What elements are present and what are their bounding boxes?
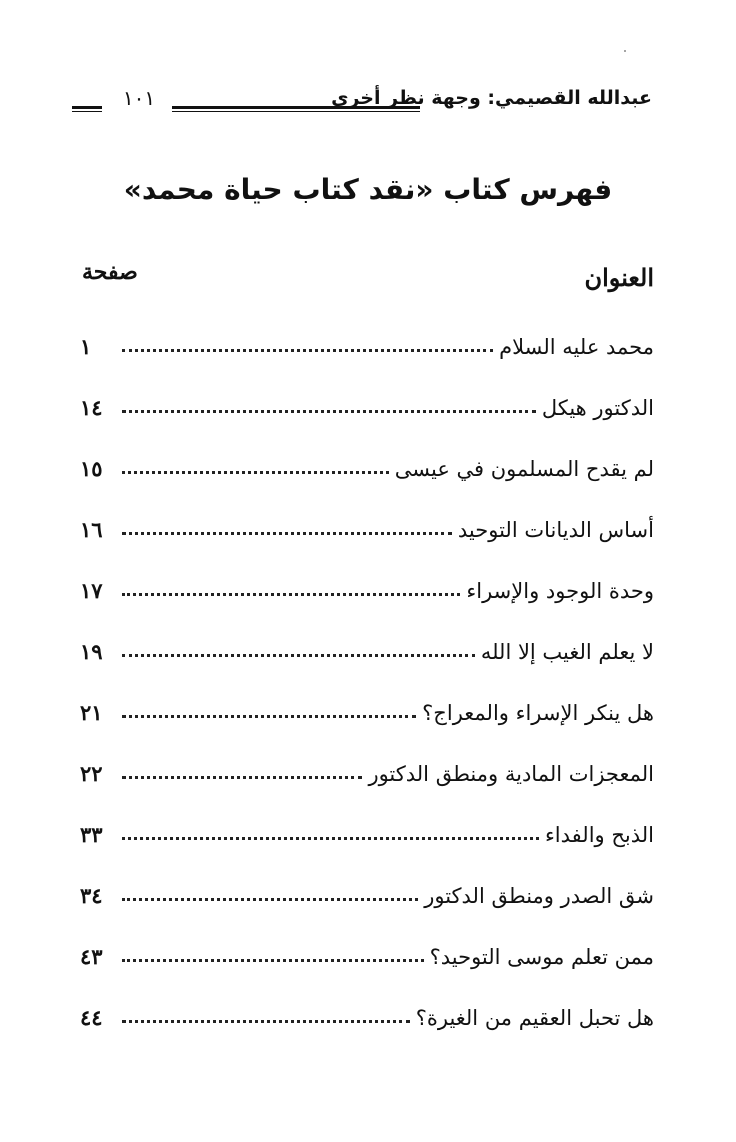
column-heading-title: العنوان — [584, 263, 654, 292]
toc-entry-title: لم يقدح المسلمون في عيسى — [394, 456, 654, 481]
toc-entry-title: المعجزات المادية ومنطق الدكتور — [368, 761, 654, 786]
toc-dot-leader — [122, 532, 452, 535]
toc-entry-title: لا يعلم الغيب إلا الله — [480, 639, 654, 664]
toc-entry-page: ١٧ — [80, 577, 103, 603]
toc-entry[interactable] — [80, 865, 654, 926]
toc-entry-page: ١ — [80, 333, 92, 359]
toc-dot-leader — [122, 959, 424, 962]
toc-entry[interactable] — [80, 804, 654, 865]
toc-entry-title: الدكتور هيكل — [541, 395, 654, 420]
toc-entry-title: شق الصدر ومنطق الدكتور — [424, 883, 654, 908]
toc-entry-page: ٤٤ — [80, 1004, 103, 1030]
toc-entry-page: ٢١ — [80, 699, 103, 725]
column-headings — [80, 258, 654, 298]
toc-dot-leader — [122, 654, 475, 657]
toc-dot-leader — [122, 593, 460, 596]
toc-dot-leader — [122, 715, 416, 718]
toc-entry[interactable] — [80, 316, 654, 377]
toc-entry-title: هل ينكر الإسراء والمعراج؟ — [422, 700, 654, 725]
toc-entry[interactable] — [80, 743, 654, 804]
header-running-title: عبدالله القصيمي: وجهة نظر أخرى — [331, 87, 652, 109]
toc-entry-page: ١٤ — [80, 394, 103, 420]
table-of-contents — [80, 316, 654, 1048]
toc-entry[interactable] — [80, 621, 654, 682]
toc-entry-page: ٢٢ — [80, 760, 103, 786]
toc-entry[interactable] — [80, 438, 654, 499]
toc-entry-title: محمد عليه السلام — [499, 334, 654, 359]
header-page-number: ١٠١ — [122, 86, 156, 110]
toc-entry-page: ٣٤ — [80, 882, 103, 908]
toc-entry[interactable] — [80, 377, 654, 438]
toc-dot-leader — [122, 898, 418, 901]
toc-entry-page: ١٥ — [80, 455, 103, 481]
toc-entry[interactable] — [80, 499, 654, 560]
toc-entry-page: ١٩ — [80, 638, 103, 664]
toc-entry-title: الذبح والفداء — [544, 822, 654, 847]
toc-entry[interactable] — [80, 926, 654, 987]
page-title: فهرس كتاب «نقد كتاب حياة محمد» — [123, 173, 613, 206]
toc-entry-title: هل تحبل العقيم من الغيرة؟ — [415, 1005, 654, 1030]
scan-speck — [624, 50, 626, 52]
header-rule-short — [72, 106, 102, 112]
toc-dot-leader — [122, 1020, 410, 1023]
toc-entry-title: أساس الديانات التوحيد — [457, 517, 654, 542]
toc-entry-page: ١٦ — [80, 516, 103, 542]
toc-dot-leader — [122, 410, 536, 413]
toc-entry-page: ٤٣ — [80, 943, 103, 969]
toc-entry-page: ٣٣ — [80, 821, 103, 847]
toc-dot-leader — [122, 837, 539, 840]
toc-entry[interactable] — [80, 987, 654, 1048]
toc-dot-leader — [122, 471, 389, 474]
toc-entry[interactable] — [80, 682, 654, 743]
toc-entry[interactable] — [80, 560, 654, 621]
column-heading-page: صفحة — [82, 259, 138, 285]
toc-dot-leader — [122, 349, 493, 352]
toc-entry-title: وحدة الوجود والإسراء — [466, 578, 654, 603]
toc-dot-leader — [122, 776, 362, 779]
toc-entry-title: ممن تعلم موسى التوحيد؟ — [429, 944, 654, 969]
running-header — [72, 84, 652, 118]
